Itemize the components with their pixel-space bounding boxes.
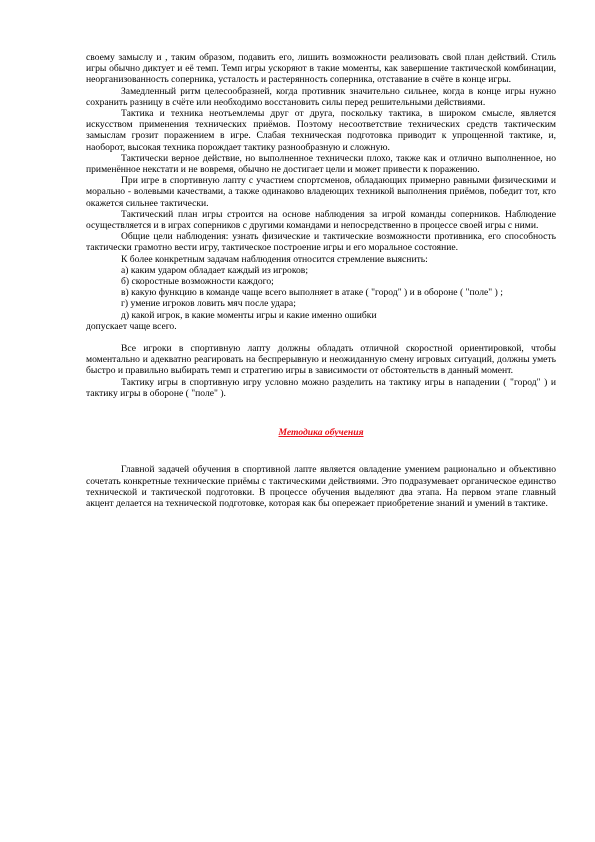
paragraph: При игре в спортивную лапту с участием спортсменов, обладающих примерно равными физическими и морально - волевыми качествами, а также одинаково владеющих техникой выполнения приёмов, победит тот, кто окажется сильнее тактически. — [86, 175, 556, 209]
section-heading: Методика обучения — [278, 427, 364, 439]
list-intro: К более конкретным задачам наблюдения относится стремление выяснить: — [121, 253, 428, 265]
list-tail: допускает чаще всего. — [86, 320, 177, 332]
list-item: а) каким ударом обладает каждый из игроков; — [121, 264, 308, 276]
list-item: б) скоростные возможности каждого; — [121, 276, 274, 288]
list-item: г) умение игроков ловить мяч после удара; — [121, 298, 296, 310]
document-page — [86, 52, 556, 509]
paragraph: Тактический план игры строится на основе наблюдения за игрой команды соперников. Наблюдение осуществляется и в играх соперников с другими командами и непосредственно в процессе своей игры с ними. — [86, 208, 556, 232]
paragraph: Главной задачей обучения в спортивной лапте является овладение умением рационально и объективно сочетать конкретные технические приёмы с тактическими действиями. Это подразумевает органическое единство технической и тактической подготовки. В процессе обучения выделяют два этапа. На первом этапе главный акцент делается на технической подготовке, которая как бы опережает приобретение знаний и умений в тактике. — [86, 464, 556, 509]
list-item: в) какую функцию в команде чаще всего выполняет в атаке ( "город" ) и в обороне ( "поле" ) ; — [121, 287, 503, 299]
paragraph: Тактику игры в спортивную игру условно можно разделить на тактику игры в нападении ( "город" ) и тактику игры в обороне ( "поле" ). — [86, 376, 556, 399]
paragraph: Общие цели наблюдения: узнать физические и тактические возможности противника, его способность тактически грамотно вести игру, тактическое построение игры и его моральное состояние. — [86, 231, 556, 254]
paragraph: Все игроки в спортивную лапту должны обладать отличной скоростной ориентировкой, чтобы моментально и адекватно реагировать на беспрерывную и неожиданную смену игровых ситуаций, должны уметь быстро и правильно выбирать темп и стратегию игры в зависимости от обстоятельств в данный момент. — [86, 343, 556, 377]
paragraph: Замедленный ритм целесообразней, когда противник значительно сильнее, когда в конце игры нужно сохранить разницу в счёте или необходимо восстановить силы перед решительными действиями. — [86, 85, 556, 108]
paragraph: Тактически верное действие, но выполненное технически плохо, также как и отлично выполненное, но применённое некстати и не вовремя, обычно не достигает цели и может привести к поражению. — [86, 152, 556, 176]
paragraph: своему замыслу и , таким образом, подавить его, лишить возможности реализовать свой план действий. Стиль игры обычно диктует и её темп. Темп игры ускоряют в такие моменты, как завершение тактической комбинации, неорганизованность соперника, усталость и растерянность соперника, отставание в счёте в конце игры. — [86, 52, 556, 86]
list-item: д) какой игрок, в какие моменты игры и какие именно ошибки — [121, 309, 377, 321]
paragraph: Тактика и техника неотъемлемы друг от друга, поскольку тактика, в широком смысле, является искусством применения технических приёмов. Поэтому несоответствие технических средств тактическим замыслам грозит поражением в игре. Слабая техническая подготовка приводит к упрощенной тактике, и, наоборот, высокая техника порождает тактику разнообразную и сложную. — [86, 108, 556, 153]
